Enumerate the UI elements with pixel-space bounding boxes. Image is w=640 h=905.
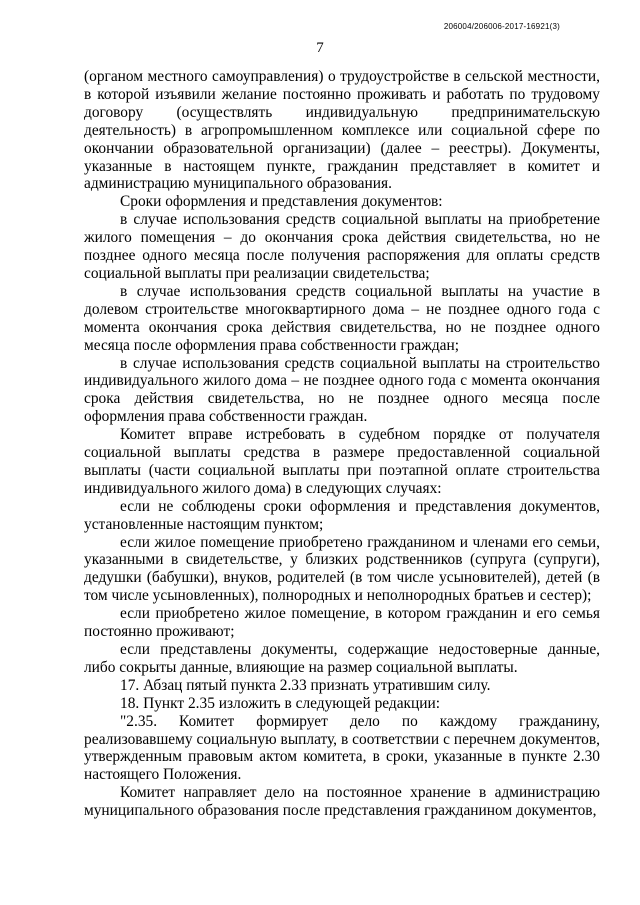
paragraph: если жилое помещение приобретено гражданином и членами его семьи, указанными в свидетельстве, у близких родственников (супруга (супруги), дедушки (бабушки), внуков, родителей (в том числе усыновителей), детей (в том числе усыновленных), полнородных и неполнородных братьев и сестер); — [84, 533, 600, 605]
document-id: 206004/206006-2017-16921(3) — [443, 22, 560, 31]
paragraph: Комитет вправе истребовать в судебном порядке от получателя социальной выплаты средства в размере предоставленной социальной выплаты (части социальной выплаты при поэтапной оплате строительства индивидуального жилого дома) в следующих случаях: — [84, 426, 600, 497]
paragraph: Комитет направляет дело на постоянное хранение в администрацию муниципального образования после представления гражданином документов, — [84, 784, 600, 820]
paragraph: 17. Абзац пятый пункта 2.33 признать утратившим силу. — [120, 676, 491, 694]
paragraph: (органом местного самоуправления) о трудоустройстве в сельской местности, в которой изъявили желание постоянно проживать и работать по трудовому договору (осуществлять индивидуальную предпринимательскую деятельность) в агропромышленном комплексе или социальной сфере по окончании образовательной организации) (далее – реестры). Документы, указанные в настоящем пункте, гражданин представляет в комитет и администрацию муниципального образования. — [84, 68, 600, 193]
paragraph: если не соблюдены сроки оформления и представления документов, установленные настоящим пунктом; — [84, 497, 600, 533]
paragraph: "2.35. Комитет формирует дело по каждому гражданину, реализовавшему социальную выплату, в соответствии с перечнем документов, утвержденным правовым актом комитета, в сроки, указанные в пункте 2.30 настоящего Положения. — [84, 712, 600, 784]
paragraph: Сроки оформления и представления документов: — [120, 193, 443, 211]
paragraph: в случае использования средств социальной выплаты на приобретение жилого помещения – до окончания срока действия свидетельства, но не позднее одного месяца после получения распоряжения для оплаты средств социальной выплаты при реализации свидетельства; — [84, 211, 600, 282]
page-number: 7 — [316, 40, 324, 56]
paragraph: 18. Пункт 2.35 изложить в следующей редакции: — [120, 694, 441, 712]
document-body — [84, 68, 600, 820]
paragraph: если представлены документы, содержащие недостоверные данные, либо сокрыты данные, влияющие на размер социальной выплаты. — [84, 641, 600, 676]
paragraph: если приобретено жилое помещение, в котором гражданин и его семья постоянно проживают; — [84, 605, 600, 641]
paragraph: в случае использования средств социальной выплаты на строительство индивидуального жилого дома – не позднее одного года с момента окончания срока действия свидетельства, но не позднее одного месяца после оформления права собственности граждан. — [84, 354, 600, 426]
paragraph: в случае использования средств социальной выплаты на участие в долевом строительстве многоквартирного дома – не позднее одного года с момента окончания срока действия свидетельства, но не позднее одного месяца после оформления права собственности граждан; — [84, 282, 600, 354]
